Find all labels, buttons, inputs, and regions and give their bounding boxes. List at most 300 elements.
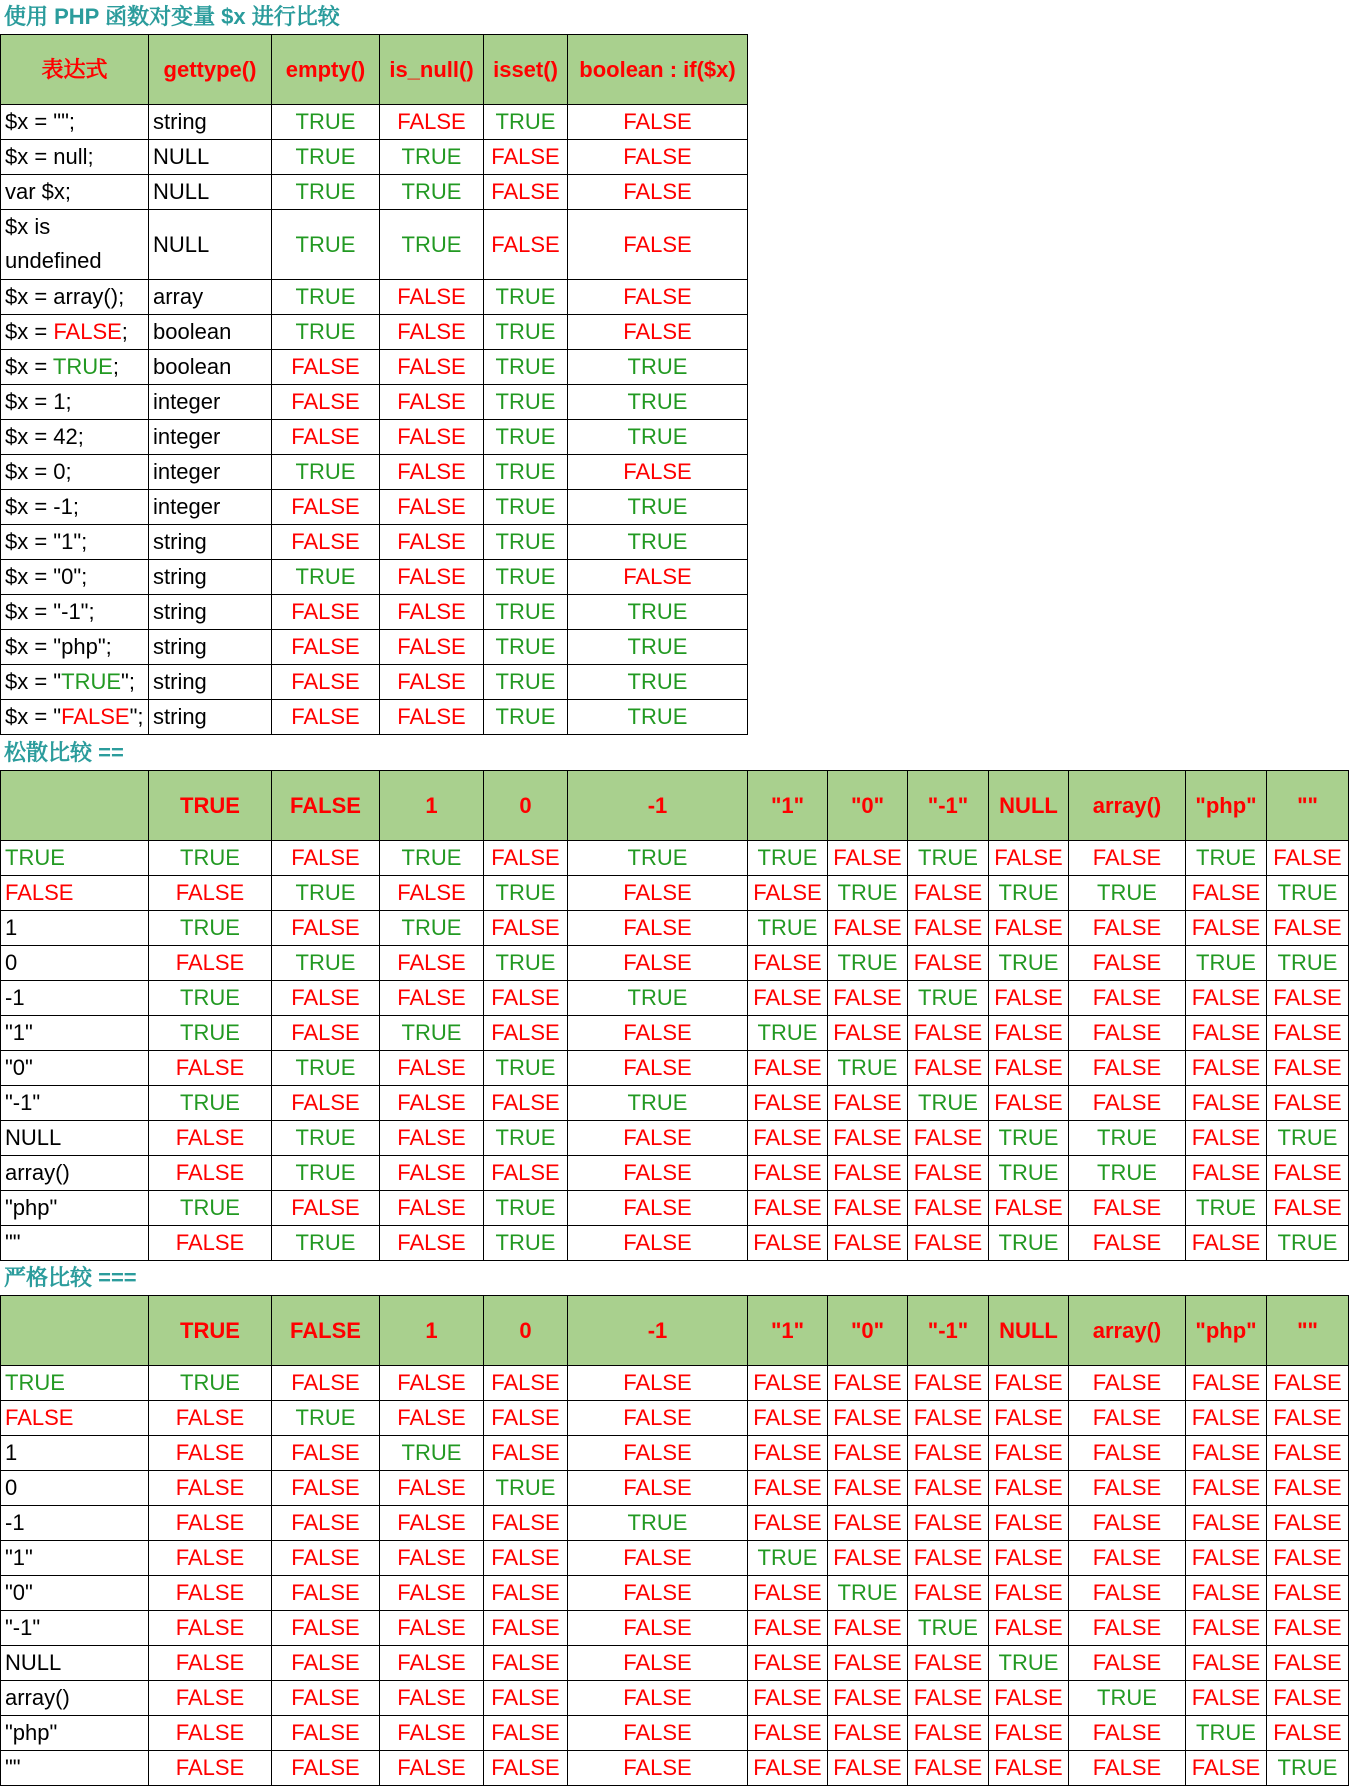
table-cell <box>149 1366 272 1401</box>
table-cell <box>748 1471 828 1506</box>
true-value: TRUE <box>495 564 556 589</box>
table-cell <box>1267 1716 1349 1751</box>
table-cell <box>748 1191 828 1226</box>
false-value: FALSE <box>491 1440 560 1465</box>
false-value: FALSE <box>397 950 466 975</box>
table-cell <box>149 841 272 876</box>
table-cell <box>568 315 748 350</box>
table-cell <box>484 1541 568 1576</box>
table-cell <box>568 455 748 490</box>
table-cell <box>380 1436 484 1471</box>
table-cell <box>1069 981 1186 1016</box>
false-value: FALSE <box>397 599 466 624</box>
table-cell <box>748 1016 828 1051</box>
row-label: "-1" <box>1 1611 149 1646</box>
table-cell <box>484 175 568 210</box>
false-value: FALSE <box>753 1440 822 1465</box>
true-value: TRUE <box>627 669 688 694</box>
table-cell <box>1267 1366 1349 1401</box>
table-cell <box>1186 1716 1267 1751</box>
false-value: FALSE <box>1092 1755 1162 1780</box>
true-value: TRUE <box>757 1545 818 1570</box>
true-value: TRUE <box>1196 1720 1256 1745</box>
false-value: FALSE <box>994 1545 1063 1570</box>
table-cell <box>908 1576 989 1611</box>
table-cell <box>748 1366 828 1401</box>
false-value: FALSE <box>623 144 692 169</box>
true-value: TRUE <box>401 1440 462 1465</box>
table-row <box>1 1086 1349 1121</box>
table-cell <box>380 1681 484 1716</box>
column-header: gettype() <box>149 35 272 105</box>
false-value: FALSE <box>753 1090 822 1115</box>
table-cell <box>272 1646 380 1681</box>
column-header: boolean : if($x) <box>568 35 748 105</box>
false-value: FALSE <box>491 1545 560 1570</box>
table-cell <box>380 946 484 981</box>
table-cell <box>484 280 568 315</box>
false-value: FALSE <box>833 1685 902 1710</box>
table-cell <box>828 1646 908 1681</box>
false-value: FALSE <box>994 1370 1063 1395</box>
table-cell <box>380 490 484 525</box>
false-value: FALSE <box>753 1160 822 1185</box>
false-value: FALSE <box>291 1090 360 1115</box>
table-cell <box>272 315 380 350</box>
false-value: FALSE <box>994 1580 1063 1605</box>
false-value: FALSE <box>291 634 360 659</box>
table-cell <box>149 1191 272 1226</box>
false-value: FALSE <box>753 1510 822 1535</box>
true-value: TRUE <box>1196 950 1256 975</box>
false-value: FALSE <box>1191 1160 1261 1185</box>
false-value: FALSE <box>994 1510 1063 1535</box>
column-header: is_null() <box>380 35 484 105</box>
false-value: FALSE <box>623 232 692 257</box>
false-value: FALSE <box>913 1230 983 1255</box>
false-value: FALSE <box>1273 1370 1342 1395</box>
table-cell <box>380 210 484 280</box>
table-cell <box>908 1191 989 1226</box>
true-value: TRUE <box>295 179 356 204</box>
false-value: FALSE <box>291 1545 360 1570</box>
true-value: TRUE <box>1277 1755 1338 1780</box>
false-value: FALSE <box>1092 1230 1162 1255</box>
false-value: FALSE <box>623 1545 692 1570</box>
table-row <box>1 1051 1349 1086</box>
table-row <box>1 1121 1349 1156</box>
table-cell <box>568 210 748 280</box>
table-cell <box>272 350 380 385</box>
table-row <box>1 1506 1349 1541</box>
false-value: FALSE <box>623 459 692 484</box>
table-row <box>1 981 1349 1016</box>
table-cell <box>1069 1751 1186 1786</box>
true-value: TRUE <box>295 1160 356 1185</box>
table-cell <box>828 841 908 876</box>
false-value: FALSE <box>623 1160 692 1185</box>
table-cell <box>828 1506 908 1541</box>
true-value: TRUE <box>757 845 818 870</box>
table-cell: NULL <box>149 140 272 175</box>
row-label: "-1" <box>1 1086 149 1121</box>
row-label: "" <box>1 1751 149 1786</box>
table-row <box>1 595 748 630</box>
false-value: FALSE <box>913 1685 983 1710</box>
false-value: FALSE <box>994 1755 1063 1780</box>
row-label: 1 <box>1 911 149 946</box>
table-cell <box>1186 1611 1267 1646</box>
false-value: FALSE <box>491 915 560 940</box>
false-value: FALSE <box>994 1440 1063 1465</box>
false-value: FALSE <box>397 459 466 484</box>
table-cell <box>484 1051 568 1086</box>
column-header: 表达式 <box>1 35 149 105</box>
true-value: TRUE <box>495 284 556 309</box>
table-row <box>1 525 748 560</box>
false-value: FALSE <box>61 704 130 729</box>
table-cell: string <box>149 630 272 665</box>
table-row <box>1 105 748 140</box>
true-value: TRUE <box>627 985 688 1010</box>
table-cell <box>908 1016 989 1051</box>
row-label <box>1 1366 149 1401</box>
false-value: FALSE <box>1273 1440 1342 1465</box>
table-row <box>1 700 748 735</box>
table-cell <box>908 1226 989 1261</box>
table-cell <box>149 1436 272 1471</box>
true-value: TRUE <box>180 1370 240 1395</box>
corner-cell <box>1 1296 149 1366</box>
table-cell <box>484 1191 568 1226</box>
section-title-function-comparison: 使用 PHP 函数对变量 $x 进行比较 <box>4 4 340 29</box>
false-value: FALSE <box>623 1405 692 1430</box>
false-value: FALSE <box>1191 1230 1261 1255</box>
row-label: $x = 0; <box>1 455 149 490</box>
false-value: FALSE <box>753 1125 822 1150</box>
table-cell <box>908 1401 989 1436</box>
table-cell <box>380 455 484 490</box>
table-row <box>1 946 1349 981</box>
table-cell <box>1267 1086 1349 1121</box>
table-cell <box>272 560 380 595</box>
table-cell <box>272 1681 380 1716</box>
false-value: FALSE <box>1092 1440 1162 1465</box>
table-cell <box>568 420 748 455</box>
table-cell <box>380 1471 484 1506</box>
false-value: FALSE <box>1191 880 1261 905</box>
row-label: $x is undefined <box>1 210 149 280</box>
false-value: FALSE <box>175 880 245 905</box>
strict-comparison-table <box>0 1295 1349 1786</box>
false-value: FALSE <box>291 915 360 940</box>
false-value: FALSE <box>994 1055 1063 1080</box>
row-label: "" <box>1 1226 149 1261</box>
false-value: FALSE <box>913 1720 983 1745</box>
false-value: FALSE <box>833 1755 902 1780</box>
row-label: $x = TRUE; <box>1 350 149 385</box>
false-value: FALSE <box>994 1685 1063 1710</box>
false-value: FALSE <box>623 284 692 309</box>
table-cell <box>568 1086 748 1121</box>
true-value: TRUE <box>295 1405 356 1430</box>
row-label: var $x; <box>1 175 149 210</box>
table-cell <box>272 210 380 280</box>
true-value: TRUE <box>401 232 462 257</box>
true-value: TRUE <box>837 1580 898 1605</box>
false-value: FALSE <box>833 1475 902 1500</box>
false-value: FALSE <box>291 1650 360 1675</box>
false-value: FALSE <box>491 1685 560 1710</box>
table-cell <box>1186 1471 1267 1506</box>
table-cell <box>568 1121 748 1156</box>
false-value: FALSE <box>491 1650 560 1675</box>
false-value: FALSE <box>913 1405 983 1430</box>
table-cell <box>748 911 828 946</box>
table-cell <box>568 1751 748 1786</box>
false-value: FALSE <box>623 1475 692 1500</box>
true-value: TRUE <box>295 459 356 484</box>
false-value: FALSE <box>913 1475 983 1500</box>
false-value: FALSE <box>291 1475 360 1500</box>
column-header: empty() <box>272 35 380 105</box>
table-row <box>1 385 748 420</box>
false-value: FALSE <box>1092 985 1162 1010</box>
row-label: $x = -1; <box>1 490 149 525</box>
row-label: $x = "php"; <box>1 630 149 665</box>
table-cell <box>748 1576 828 1611</box>
table-cell <box>1267 1471 1349 1506</box>
false-value: FALSE <box>1191 1370 1261 1395</box>
false-value: FALSE <box>397 634 466 659</box>
true-value: TRUE <box>998 1160 1059 1185</box>
table-cell <box>1186 1366 1267 1401</box>
table-cell <box>484 315 568 350</box>
false-value: FALSE <box>397 1755 466 1780</box>
true-value: TRUE <box>627 529 688 554</box>
table-cell <box>484 876 568 911</box>
table-cell <box>989 1541 1069 1576</box>
column-header: NULL <box>989 771 1069 841</box>
table-cell <box>272 490 380 525</box>
table-row <box>1 1156 1349 1191</box>
false-value: FALSE <box>913 1125 983 1150</box>
false-value: FALSE <box>753 950 822 975</box>
section-title-loose-comparison: 松散比较 == <box>4 740 124 765</box>
table-cell <box>380 665 484 700</box>
table-row <box>1 1366 1349 1401</box>
false-value: FALSE <box>1273 1720 1342 1745</box>
table-cell <box>568 1016 748 1051</box>
false-value: FALSE <box>1273 1580 1342 1605</box>
true-value: TRUE <box>295 1230 356 1255</box>
false-value: FALSE <box>175 1125 245 1150</box>
table-cell <box>484 946 568 981</box>
false-value: FALSE <box>623 1370 692 1395</box>
table-cell <box>380 1646 484 1681</box>
false-value: FALSE <box>491 845 560 870</box>
table-cell <box>748 981 828 1016</box>
table-cell <box>989 1086 1069 1121</box>
table-cell <box>828 1541 908 1576</box>
row-label <box>1 841 149 876</box>
table-cell <box>989 911 1069 946</box>
false-value: FALSE <box>833 1510 902 1535</box>
table-cell <box>1267 1156 1349 1191</box>
table-cell <box>989 1156 1069 1191</box>
true-value: TRUE <box>495 389 556 414</box>
row-label: $x = "-1"; <box>1 595 149 630</box>
table-cell <box>1186 1541 1267 1576</box>
true-value: TRUE <box>61 669 122 694</box>
false-value: FALSE <box>397 669 466 694</box>
false-value: FALSE <box>623 1020 692 1045</box>
table-cell <box>568 105 748 140</box>
table-cell <box>380 1506 484 1541</box>
false-value: FALSE <box>175 1510 245 1535</box>
table-cell <box>272 1541 380 1576</box>
table-cell <box>989 1121 1069 1156</box>
table-cell <box>828 1716 908 1751</box>
table-cell <box>908 1086 989 1121</box>
false-value: FALSE <box>623 1055 692 1080</box>
false-value: FALSE <box>175 1755 245 1780</box>
table-cell <box>272 1121 380 1156</box>
table-cell <box>1069 1681 1186 1716</box>
column-header: "1" <box>748 1296 828 1366</box>
false-value: FALSE <box>291 1370 360 1395</box>
false-value: FALSE <box>623 1615 692 1640</box>
row-label <box>1 1401 149 1436</box>
false-value: FALSE <box>994 915 1063 940</box>
false-value: FALSE <box>913 1580 983 1605</box>
table-cell <box>989 1401 1069 1436</box>
true-value: TRUE <box>918 1615 978 1640</box>
table-cell <box>748 1506 828 1541</box>
table-cell <box>272 911 380 946</box>
table-cell <box>568 175 748 210</box>
true-value: TRUE <box>295 880 356 905</box>
false-value: FALSE <box>291 1720 360 1745</box>
table-cell <box>272 280 380 315</box>
table-cell <box>484 140 568 175</box>
table-cell <box>149 1716 272 1751</box>
false-value: FALSE <box>491 232 560 257</box>
table-cell: string <box>149 595 272 630</box>
true-value: TRUE <box>1097 1125 1157 1150</box>
true-value: TRUE <box>401 915 462 940</box>
false-value: FALSE <box>753 1370 822 1395</box>
true-value: TRUE <box>998 1230 1059 1255</box>
table-cell <box>568 525 748 560</box>
false-value: FALSE <box>753 985 822 1010</box>
table-cell <box>380 1016 484 1051</box>
table-cell: array <box>149 280 272 315</box>
table-cell <box>380 1576 484 1611</box>
false-value: FALSE <box>175 1720 245 1745</box>
table-row <box>1 911 1349 946</box>
true-value: TRUE <box>1196 845 1256 870</box>
table-row <box>1 1401 1349 1436</box>
table-cell <box>989 1611 1069 1646</box>
table-cell <box>1069 1576 1186 1611</box>
false-value: FALSE <box>175 1580 245 1605</box>
false-value: FALSE <box>1191 1055 1261 1080</box>
table-cell <box>568 630 748 665</box>
false-value: FALSE <box>397 1055 466 1080</box>
table-cell: NULL <box>149 175 272 210</box>
table-cell <box>484 1716 568 1751</box>
table-cell <box>484 525 568 560</box>
row-label: 0 <box>1 1471 149 1506</box>
false-value: FALSE <box>291 424 360 449</box>
table-cell <box>989 1681 1069 1716</box>
false-value: FALSE <box>397 1195 466 1220</box>
false-value: FALSE <box>1191 1685 1261 1710</box>
true-value: TRUE <box>627 845 688 870</box>
true-value: TRUE <box>1097 1160 1157 1185</box>
table-cell <box>989 946 1069 981</box>
table-cell <box>989 981 1069 1016</box>
false-value: FALSE <box>291 704 360 729</box>
table-cell <box>272 175 380 210</box>
column-header: NULL <box>989 1296 1069 1366</box>
table-cell <box>380 1716 484 1751</box>
row-label: $x = "1"; <box>1 525 149 560</box>
table-cell <box>568 560 748 595</box>
table-cell <box>149 1506 272 1541</box>
false-value: FALSE <box>1092 1650 1162 1675</box>
true-value: TRUE <box>295 144 356 169</box>
table-cell <box>380 315 484 350</box>
false-value: FALSE <box>753 1055 822 1080</box>
true-value: TRUE <box>495 494 556 519</box>
false-value: FALSE <box>833 1440 902 1465</box>
row-label: $x = null; <box>1 140 149 175</box>
table-cell <box>908 1611 989 1646</box>
false-value: FALSE <box>623 109 692 134</box>
false-value: FALSE <box>291 845 360 870</box>
table-cell <box>380 175 484 210</box>
false-value: FALSE <box>1273 1195 1342 1220</box>
table-cell <box>380 1366 484 1401</box>
false-value: FALSE <box>491 1755 560 1780</box>
false-value: FALSE <box>1273 1020 1342 1045</box>
column-header: array() <box>1069 1296 1186 1366</box>
table-cell <box>568 1436 748 1471</box>
row-label: $x = "0"; <box>1 560 149 595</box>
column-header: isset() <box>484 35 568 105</box>
column-header: "-1" <box>908 771 989 841</box>
false-value: FALSE <box>994 1020 1063 1045</box>
table-cell <box>380 841 484 876</box>
table-cell <box>380 525 484 560</box>
false-value: FALSE <box>397 1685 466 1710</box>
true-value: TRUE <box>998 1125 1059 1150</box>
false-value: FALSE <box>291 389 360 414</box>
table-row <box>1 1646 1349 1681</box>
false-value: FALSE <box>175 1055 245 1080</box>
false-value: FALSE <box>491 1370 560 1395</box>
false-value: FALSE <box>1191 1090 1261 1115</box>
false-value: FALSE <box>491 1090 560 1115</box>
false-value: FALSE <box>1191 1475 1261 1500</box>
true-value: TRUE <box>495 529 556 554</box>
table-cell <box>1186 1751 1267 1786</box>
table-cell <box>1069 1436 1186 1471</box>
table-cell <box>484 1156 568 1191</box>
table-cell <box>908 1751 989 1786</box>
